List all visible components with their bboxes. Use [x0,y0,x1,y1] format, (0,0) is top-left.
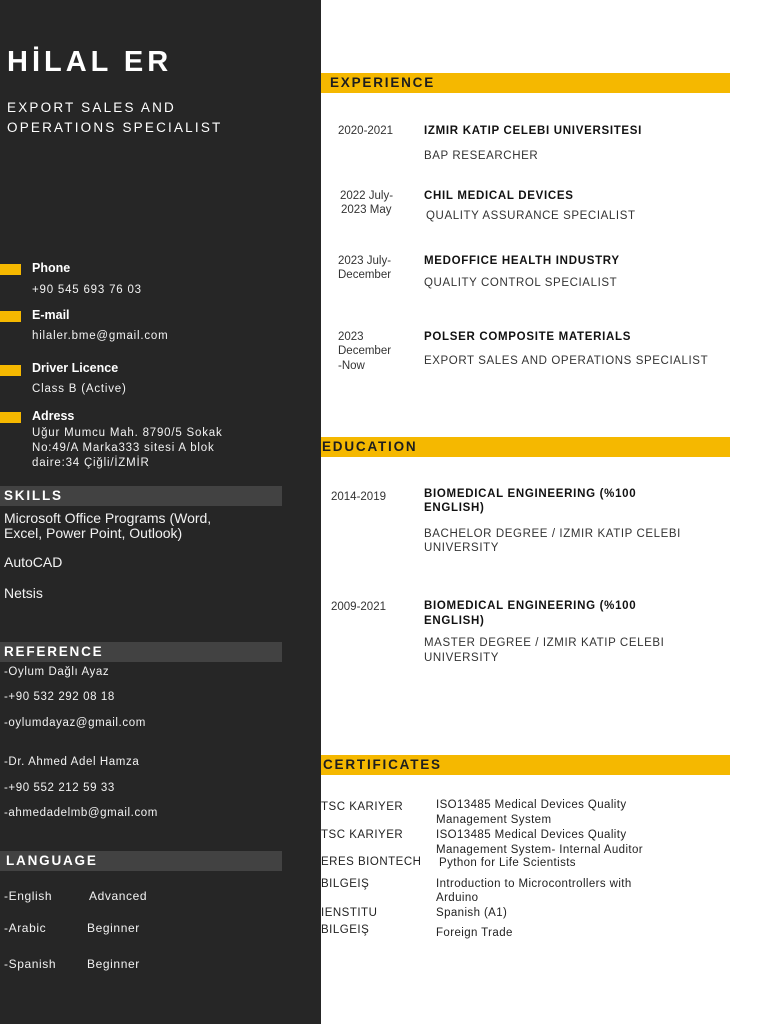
experience-org: POLSER COMPOSITE MATERIALS [424,331,632,343]
education-date: 2009-2021 [331,601,386,613]
experience-role: EXPORT SALES AND OPERATIONS SPECIALIST [424,355,709,367]
education-heading: EDUCATION [321,437,730,457]
experience-org: MEDOFFICE HEALTH INDUSTRY [424,255,620,267]
experience-org: CHIL MEDICAL DEVICES [424,190,574,202]
job-title-line: OPERATIONS SPECIALIST [7,119,223,135]
email-value: hilaler.bme@gmail.com [32,330,169,342]
contact-label: Phone [32,261,71,275]
certificate-name: Python for Life Scientists [439,857,576,869]
licence-value: Class B (Active) [32,383,127,395]
certificate-source-text: ERES BİONTECH [321,856,422,868]
experience-date: 2023 May [341,204,392,216]
language-level: Beginner [87,921,140,935]
sidebar [0,0,321,1024]
bullet-marker [0,311,21,322]
certificates-heading: CERTIFICATES [321,755,730,775]
language-level: Beginner [87,957,140,971]
job-title-line: EXPORT SALES AND [7,100,177,115]
experience-date: 2023 July- [338,255,392,267]
language-level: Advanced [89,889,148,903]
contact-label: Driver Licence [32,361,119,375]
main-content [321,0,768,1024]
experience-date: 2023 [338,331,364,343]
candidate-name: HİLAL ER [7,46,173,78]
certificate-name: ISO13485 Medical Devices Quality [436,799,627,811]
certificate-source-text: BİLGEİŞ [321,878,370,890]
bullet-marker [0,264,21,275]
certificate-name: Introduction to Microcontrollers with [436,878,632,890]
education-date: 2014-2019 [331,491,386,503]
address-line: Uğur Mumcu Mah. 8790/5 Sokak [32,427,223,439]
certificate-name: ISO13485 Medical Devices Quality [436,829,627,841]
experience-date: December [338,345,392,357]
reference-line: -+90 552 212 59 33 [4,782,115,794]
experience-role: QUALITY CONTROL SPECIALIST [424,277,618,289]
education-field: BIOMEDICAL ENGINEERING (%100 [424,600,637,612]
certificate-source [321,907,433,919]
certificate-source-text: BİLGEİŞ [321,924,370,936]
education-field: ENGLISH) [424,615,485,627]
job-title [7,98,223,137]
experience-role: QUALITY ASSURANCE SPECIALIST [426,210,636,222]
certificate-name: Arduino [436,892,479,904]
education-field: ENGLISH) [424,502,485,514]
education-degree: UNIVERSITY [424,652,500,664]
skills-heading: SKILLS [0,486,282,506]
language-name: -English [4,889,53,903]
reference-line: -+90 532 292 08 18 [4,691,115,703]
skill-item: Netsis [4,585,43,601]
bullet-marker [0,365,21,376]
certificate-name: Management System [436,814,552,826]
experience-date: 2022 July- [340,190,394,202]
contact-label: Adress [32,409,75,423]
certificate-source-text: İENSTİTÜ [321,907,378,919]
certificate-source [321,856,433,868]
experience-heading: EXPERIENCE [321,73,730,93]
address-line: No:49/A Marka333 sitesi A blok [32,442,215,454]
certificate-source [321,924,433,936]
reference-line: -oylumdayaz@gmail.com [4,717,146,729]
address-line: daire:34 Çiğli/İZMİR [32,457,150,469]
certificate-name: Spanish (A1) [436,907,508,919]
certificate-name: Foreign Trade [436,927,513,939]
phone-value: +90 545 693 76 03 [32,284,142,296]
skill-item: AutoCAD [4,554,63,570]
experience-date: December [338,269,392,281]
reference-line: -ahmedadelmb@gmail.com [4,807,158,819]
reference-line: -Oylum Dağlı Ayaz [4,666,110,678]
reference-heading: REFERENCE [0,642,282,662]
certificate-source [321,801,433,813]
contact-label: E-mail [32,308,70,322]
reference-line: -Dr. Ahmed Adel Hamza [4,756,140,768]
certificate-name: Management System- Internal Auditor [436,844,644,856]
certificate-source-text: TSC KARİYER [321,801,404,813]
education-degree: UNIVERSITY [424,542,500,554]
certificate-source [321,878,433,890]
skill-item: Excel, Power Point, Outlook) [4,525,183,541]
language-name: -Arabic [4,921,47,935]
skill-item: Microsoft Office Programs (Word, [4,510,212,526]
education-degree: BACHELOR DEGREE / IZMIR KATIP CELEBI [424,528,681,540]
bullet-marker [0,412,21,423]
experience-role: BAP RESEARCHER [424,150,539,162]
education-degree: MASTER DEGREE / IZMIR KATIP CELEBI [424,637,665,649]
certificate-source [321,829,433,841]
language-heading: LANGUAGE [0,851,282,871]
certificate-source-text: TSC KARİYER [321,829,404,841]
experience-date: 2020-2021 [338,125,393,137]
education-field: BIOMEDICAL ENGINEERING (%100 [424,488,637,500]
language-name: -Spanish [4,957,57,971]
experience-org: IZMIR KATIP CELEBI UNIVERSITESI [424,125,643,137]
experience-date: -Now [338,360,365,372]
